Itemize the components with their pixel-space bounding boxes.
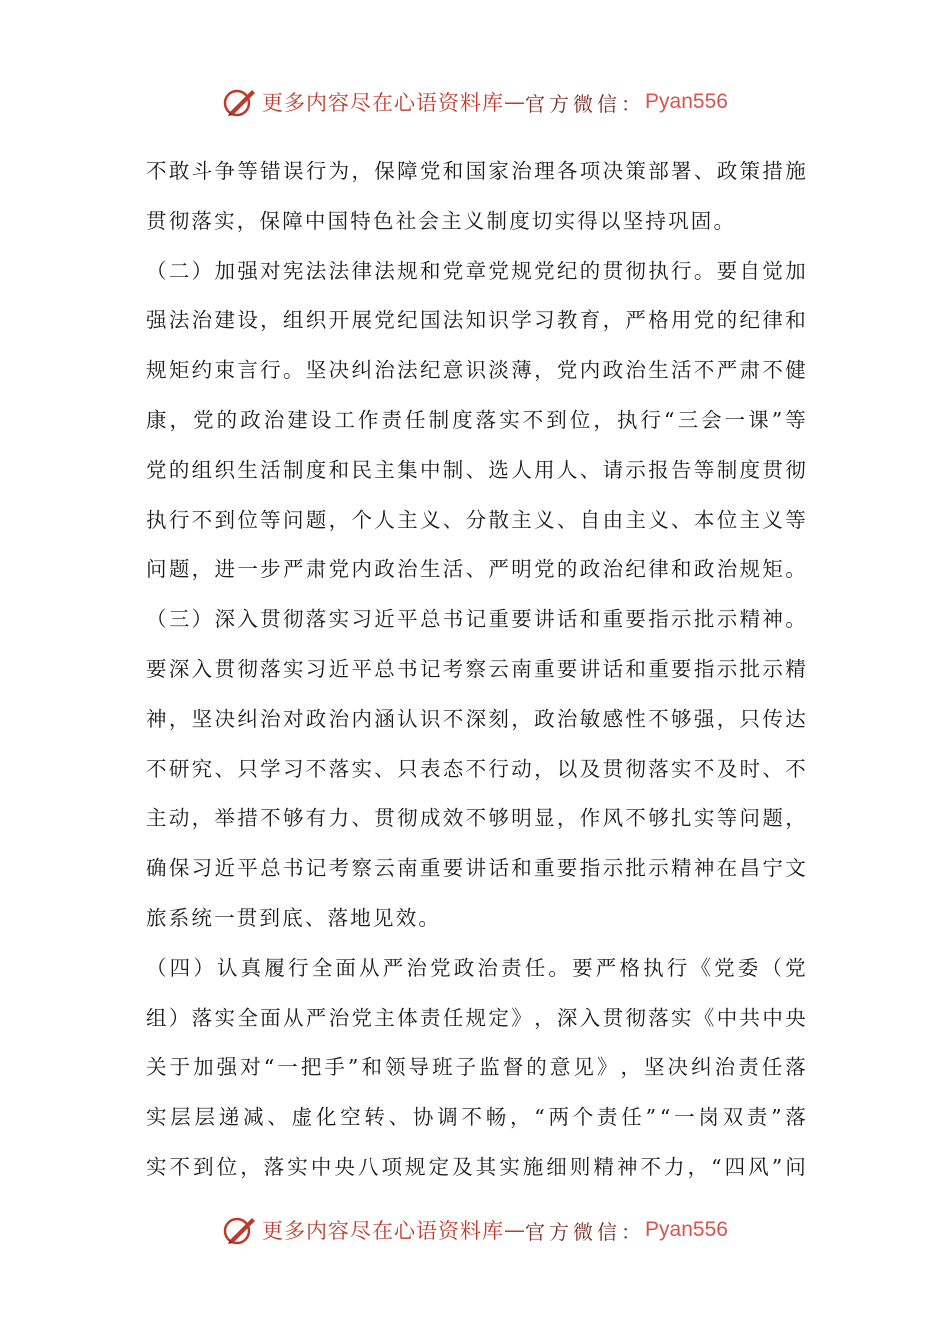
- text-line: 要 深 入 贯 彻 落 实 习 近 平 总 书 记 考 察 云 南 重 要 讲 话 和 重 要 指 示 批 示 精: [146, 656, 806, 681]
- text-line: 强 法 治 建 设 ， 组 织 开 展 党 纪 国 法 知 识 学 习 教 育 ， 严 格 用 党 的 纪 律 和: [146, 308, 806, 333]
- text-line: 问 题 ， 进 一 步 严 肃 党 内 政 治 生 活 、 严 明 党 的 政 治 纪 律 和 政 治 规 矩 。: [146, 557, 806, 582]
- text-line: 旅系统一贯到底、落地见效。: [146, 905, 442, 930]
- banner-dash: —: [504, 90, 526, 114]
- text-line: 神 ， 坚 决 纠 治 对 政 治 内 涵 认 识 不 深 刻 ， 政 治 敏 感 性 不 够 强 ， 只 传 达: [146, 706, 806, 731]
- banner-text: 更多内容尽在心语资料库: [262, 91, 505, 115]
- footer-banner: [0, 1210, 950, 1250]
- text-line: 主 动 ， 举 措 不 够 有 力 、 贯 彻 成 效 不 够 明 显 ， 作 风 不 够 扎 实 等 问 题 ，: [146, 806, 806, 831]
- text-line: （ 四 ） 认 真 履 行 全 面 从 严 治 党 政 治 责 任 。 要 严 格 执 行 《 党 委 （ 党: [146, 955, 806, 980]
- text-line: 执 行 不 到 位 等 问 题 ， 个 人 主 义 、 分 散 主 义 、 自 由 主 义 、 本 位 主 义 等: [146, 507, 806, 532]
- text-line: 贯彻落实，保障中国特色社会主义制度切实得以坚持巩固。: [146, 208, 737, 233]
- document-body: [146, 147, 806, 1193]
- banner-text: 更多内容尽在心语资料库: [262, 1219, 505, 1243]
- banner-wechat-id: Pyan556: [645, 90, 728, 113]
- banner-wechat-id: Pyan556: [645, 1218, 728, 1241]
- text-line: 康 ， 党 的 政 治 建 设 工 作 责 任 制 度 落 实 不 到 位 ， 执 行 “ 三 会 一 课 ” 等: [146, 407, 806, 432]
- banner-dash: —: [504, 1218, 526, 1242]
- text-line: 不 研 究 、 只 学 习 不 落 实 、 只 表 态 不 行 动 ， 以 及 贯 彻 落 实 不 及 时 、 不: [146, 756, 806, 781]
- text-line: （ 三 ） 深 入 贯 彻 落 实 习 近 平 总 书 记 重 要 讲 话 和 重 要 指 示 批 示 精 神 。: [146, 607, 806, 632]
- text-line: 确 保 习 近 平 总 书 记 考 察 云 南 重 要 讲 话 和 重 要 指 示 批 示 精 神 在 昌 宁 文: [146, 856, 806, 881]
- pen-logo-icon: [222, 84, 258, 120]
- text-line: 实 层 层 递 减 、 虚 化 空 转 、 协 调 不 畅 ， “ 两 个 责 任 ” “ 一 岗 双 责 ” 落: [146, 1105, 806, 1130]
- text-line: 关 于 加 强 对 “ 一 把 手 ” 和 领 导 班 子 监 督 的 意 见 》 ， 坚 决 纠 治 责 任 落: [146, 1055, 806, 1080]
- text-line: 规 矩 约 束 言 行 。 坚 决 纠 治 法 纪 意 识 淡 薄 ， 党 内 政 治 生 活 不 严 肃 不 健: [146, 358, 806, 383]
- text-line: 不 敢 斗 争 等 错 误 行 为 ， 保 障 党 和 国 家 治 理 各 项 决 策 部 署 、 政 策 措 施: [146, 159, 806, 183]
- banner-wechat-label: 官方微信：: [525, 91, 646, 116]
- banner-wechat-label: 官方微信：: [525, 1219, 646, 1244]
- text-line: （ 二 ） 加 强 对 宪 法 法 律 法 规 和 党 章 党 规 党 纪 的 贯 彻 执 行 。 要 自 觉 加: [146, 258, 806, 283]
- text-line: 实 不 到 位 ， 落 实 中 央 八 项 规 定 及 其 实 施 细 则 精 神 不 力 ， “ 四 风 ” 问: [146, 1154, 806, 1179]
- text-line: 组 ） 落 实 全 面 从 严 治 党 主 体 责 任 规 定 》 ， 深 入 贯 彻 落 实 《 中 共 中 央: [146, 1005, 806, 1030]
- pen-logo-icon: [222, 1212, 258, 1248]
- text-line: 党 的 组 织 生 活 制 度 和 民 主 集 中 制 、 选 人 用 人 、 请 示 报 告 等 制 度 贯 彻: [146, 457, 806, 482]
- header-banner: [0, 82, 950, 122]
